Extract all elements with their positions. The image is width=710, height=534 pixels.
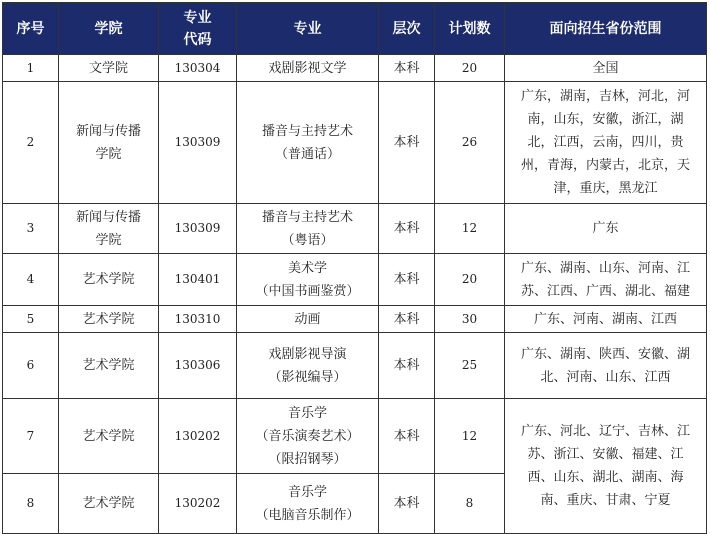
cell-major-line: 戏剧影视导演	[268, 346, 347, 362]
cell-provinces	[505, 399, 707, 534]
cell-provinces-line: 全国	[592, 60, 619, 76]
header-code-line1: 专业	[183, 9, 212, 26]
cell-provinces-line: 北、河南、山东、江西	[540, 369, 671, 385]
table-row	[3, 204, 707, 254]
cell-code: 130202	[159, 399, 237, 474]
cell-college	[59, 333, 159, 399]
cell-college	[59, 399, 159, 474]
cell-code: 130309	[159, 82, 237, 204]
cell-code: 130401	[159, 254, 237, 306]
header-seq: 序号	[3, 3, 59, 55]
cell-college-line: 文学院	[88, 60, 128, 76]
cell-provinces-line: 苏、江西、广西、湖北、福建	[520, 283, 690, 299]
cell-code: 130202	[159, 474, 237, 534]
cell-seq: 8	[3, 474, 59, 534]
cell-major-line: （电脑音乐制作）	[255, 507, 360, 523]
cell-level: 本科	[379, 204, 435, 254]
cell-provinces-line: 南、重庆、甘肃、宁夏	[540, 493, 671, 508]
cell-seq: 2	[3, 82, 59, 204]
cell-code: 130306	[159, 333, 237, 399]
header-college: 学院	[59, 3, 159, 55]
cell-provinces	[505, 254, 707, 306]
cell-plan: 12	[435, 204, 505, 254]
cell-plan: 12	[435, 399, 505, 474]
enrollment-plan-table-container	[2, 2, 707, 534]
cell-college	[59, 474, 159, 534]
cell-seq: 6	[3, 333, 59, 399]
cell-plan: 25	[435, 333, 505, 399]
cell-provinces	[505, 204, 707, 254]
header-row	[3, 3, 707, 55]
table-row	[3, 399, 707, 474]
header-level: 层次	[379, 3, 435, 55]
cell-major-line: （普通话）	[274, 146, 340, 162]
cell-provinces-line: 广东	[592, 221, 619, 236]
cell-provinces-line: 广东、河南、湖南、江西	[533, 311, 677, 327]
cell-major	[237, 399, 379, 474]
cell-major-line: （影视编导）	[268, 369, 347, 385]
cell-plan: 20	[435, 254, 505, 306]
enrollment-plan-table	[2, 2, 707, 534]
cell-major	[237, 55, 379, 82]
cell-major	[237, 254, 379, 306]
cell-level: 本科	[379, 306, 435, 333]
cell-provinces-line: 津，重庆，黑龙江	[553, 181, 658, 196]
cell-college-line: 学院	[95, 232, 122, 248]
header-code	[159, 3, 237, 55]
cell-provinces-line: 北，江西，云南，四川，贵	[527, 135, 684, 150]
cell-provinces-line: 广东、河北、辽宁、吉林、江	[520, 424, 690, 439]
cell-provinces-line: 广东、湖南、陕西、安徽、湖	[520, 346, 690, 362]
cell-major	[237, 333, 379, 399]
cell-major	[237, 82, 379, 204]
cell-provinces-line: 苏、浙江、安徽、福建、江	[527, 447, 684, 462]
cell-seq: 1	[3, 55, 59, 82]
cell-college	[59, 254, 159, 306]
cell-level: 本科	[379, 82, 435, 204]
table-row	[3, 55, 707, 82]
cell-plan: 20	[435, 55, 505, 82]
cell-seq: 4	[3, 254, 59, 306]
cell-major-line: 美术学	[287, 260, 327, 276]
cell-college-line: 艺术学院	[82, 272, 135, 287]
cell-plan: 8	[435, 474, 505, 534]
cell-provinces	[505, 333, 707, 399]
table-body	[3, 55, 707, 534]
cell-college	[59, 55, 159, 82]
cell-level: 本科	[379, 333, 435, 399]
cell-provinces-line: 广东，湖南，吉林，河北，河	[520, 89, 690, 104]
cell-college-line: 艺术学院	[82, 496, 135, 511]
cell-code: 130304	[159, 55, 237, 82]
header-major: 专业	[237, 3, 379, 55]
cell-major-line: 动画	[294, 311, 321, 327]
cell-major-line: （限招钢琴）	[268, 451, 347, 467]
cell-college-line: 新闻与传播	[75, 209, 141, 225]
cell-code: 130309	[159, 204, 237, 254]
cell-major-line: 音乐学	[287, 405, 327, 421]
cell-provinces	[505, 55, 707, 82]
cell-level: 本科	[379, 55, 435, 82]
cell-code: 130310	[159, 306, 237, 333]
cell-major-line: （粤语）	[281, 232, 334, 248]
cell-major-line: （音乐演奏艺术）	[255, 428, 360, 444]
cell-college	[59, 204, 159, 254]
cell-major-line: 戏剧影视文学	[268, 60, 347, 76]
cell-major-line: 播音与主持艺术	[261, 209, 353, 225]
cell-college-line: 学院	[95, 146, 122, 162]
cell-college-line: 艺术学院	[82, 311, 135, 327]
cell-major	[237, 306, 379, 333]
cell-provinces	[505, 306, 707, 333]
header-provinces: 面向招生省份范围	[505, 3, 707, 55]
table-row	[3, 306, 707, 333]
cell-seq: 3	[3, 204, 59, 254]
cell-college-line: 新闻与传播	[75, 123, 141, 139]
header-plan: 计划数	[435, 3, 505, 55]
cell-provinces-line: 州，青海，内蒙古，北京，天	[520, 158, 690, 173]
table-row	[3, 82, 707, 204]
cell-provinces-line: 广东、湖南、山东、河南、江	[520, 260, 690, 276]
cell-provinces-line: 西、山东、湖北、湖南、海	[527, 470, 684, 485]
cell-plan: 26	[435, 82, 505, 204]
cell-level: 本科	[379, 399, 435, 474]
table-row	[3, 333, 707, 399]
cell-provinces	[505, 82, 707, 204]
cell-seq: 5	[3, 306, 59, 333]
cell-plan: 30	[435, 306, 505, 333]
cell-college-line: 艺术学院	[82, 358, 135, 373]
cell-level: 本科	[379, 254, 435, 306]
cell-major-line: 播音与主持艺术	[261, 123, 353, 139]
cell-major	[237, 204, 379, 254]
cell-college	[59, 82, 159, 204]
cell-major	[237, 474, 379, 534]
cell-level: 本科	[379, 474, 435, 534]
cell-college-line: 艺术学院	[82, 428, 135, 444]
table-row	[3, 254, 707, 306]
cell-major-line: 音乐学	[287, 484, 327, 500]
header-code-line2: 代码	[183, 31, 212, 48]
cell-college	[59, 306, 159, 333]
cell-major-line: （中国书画鉴赏）	[255, 283, 360, 299]
cell-provinces-line: 南，山东，安徽，浙江，湖	[527, 112, 684, 127]
cell-seq: 7	[3, 399, 59, 474]
